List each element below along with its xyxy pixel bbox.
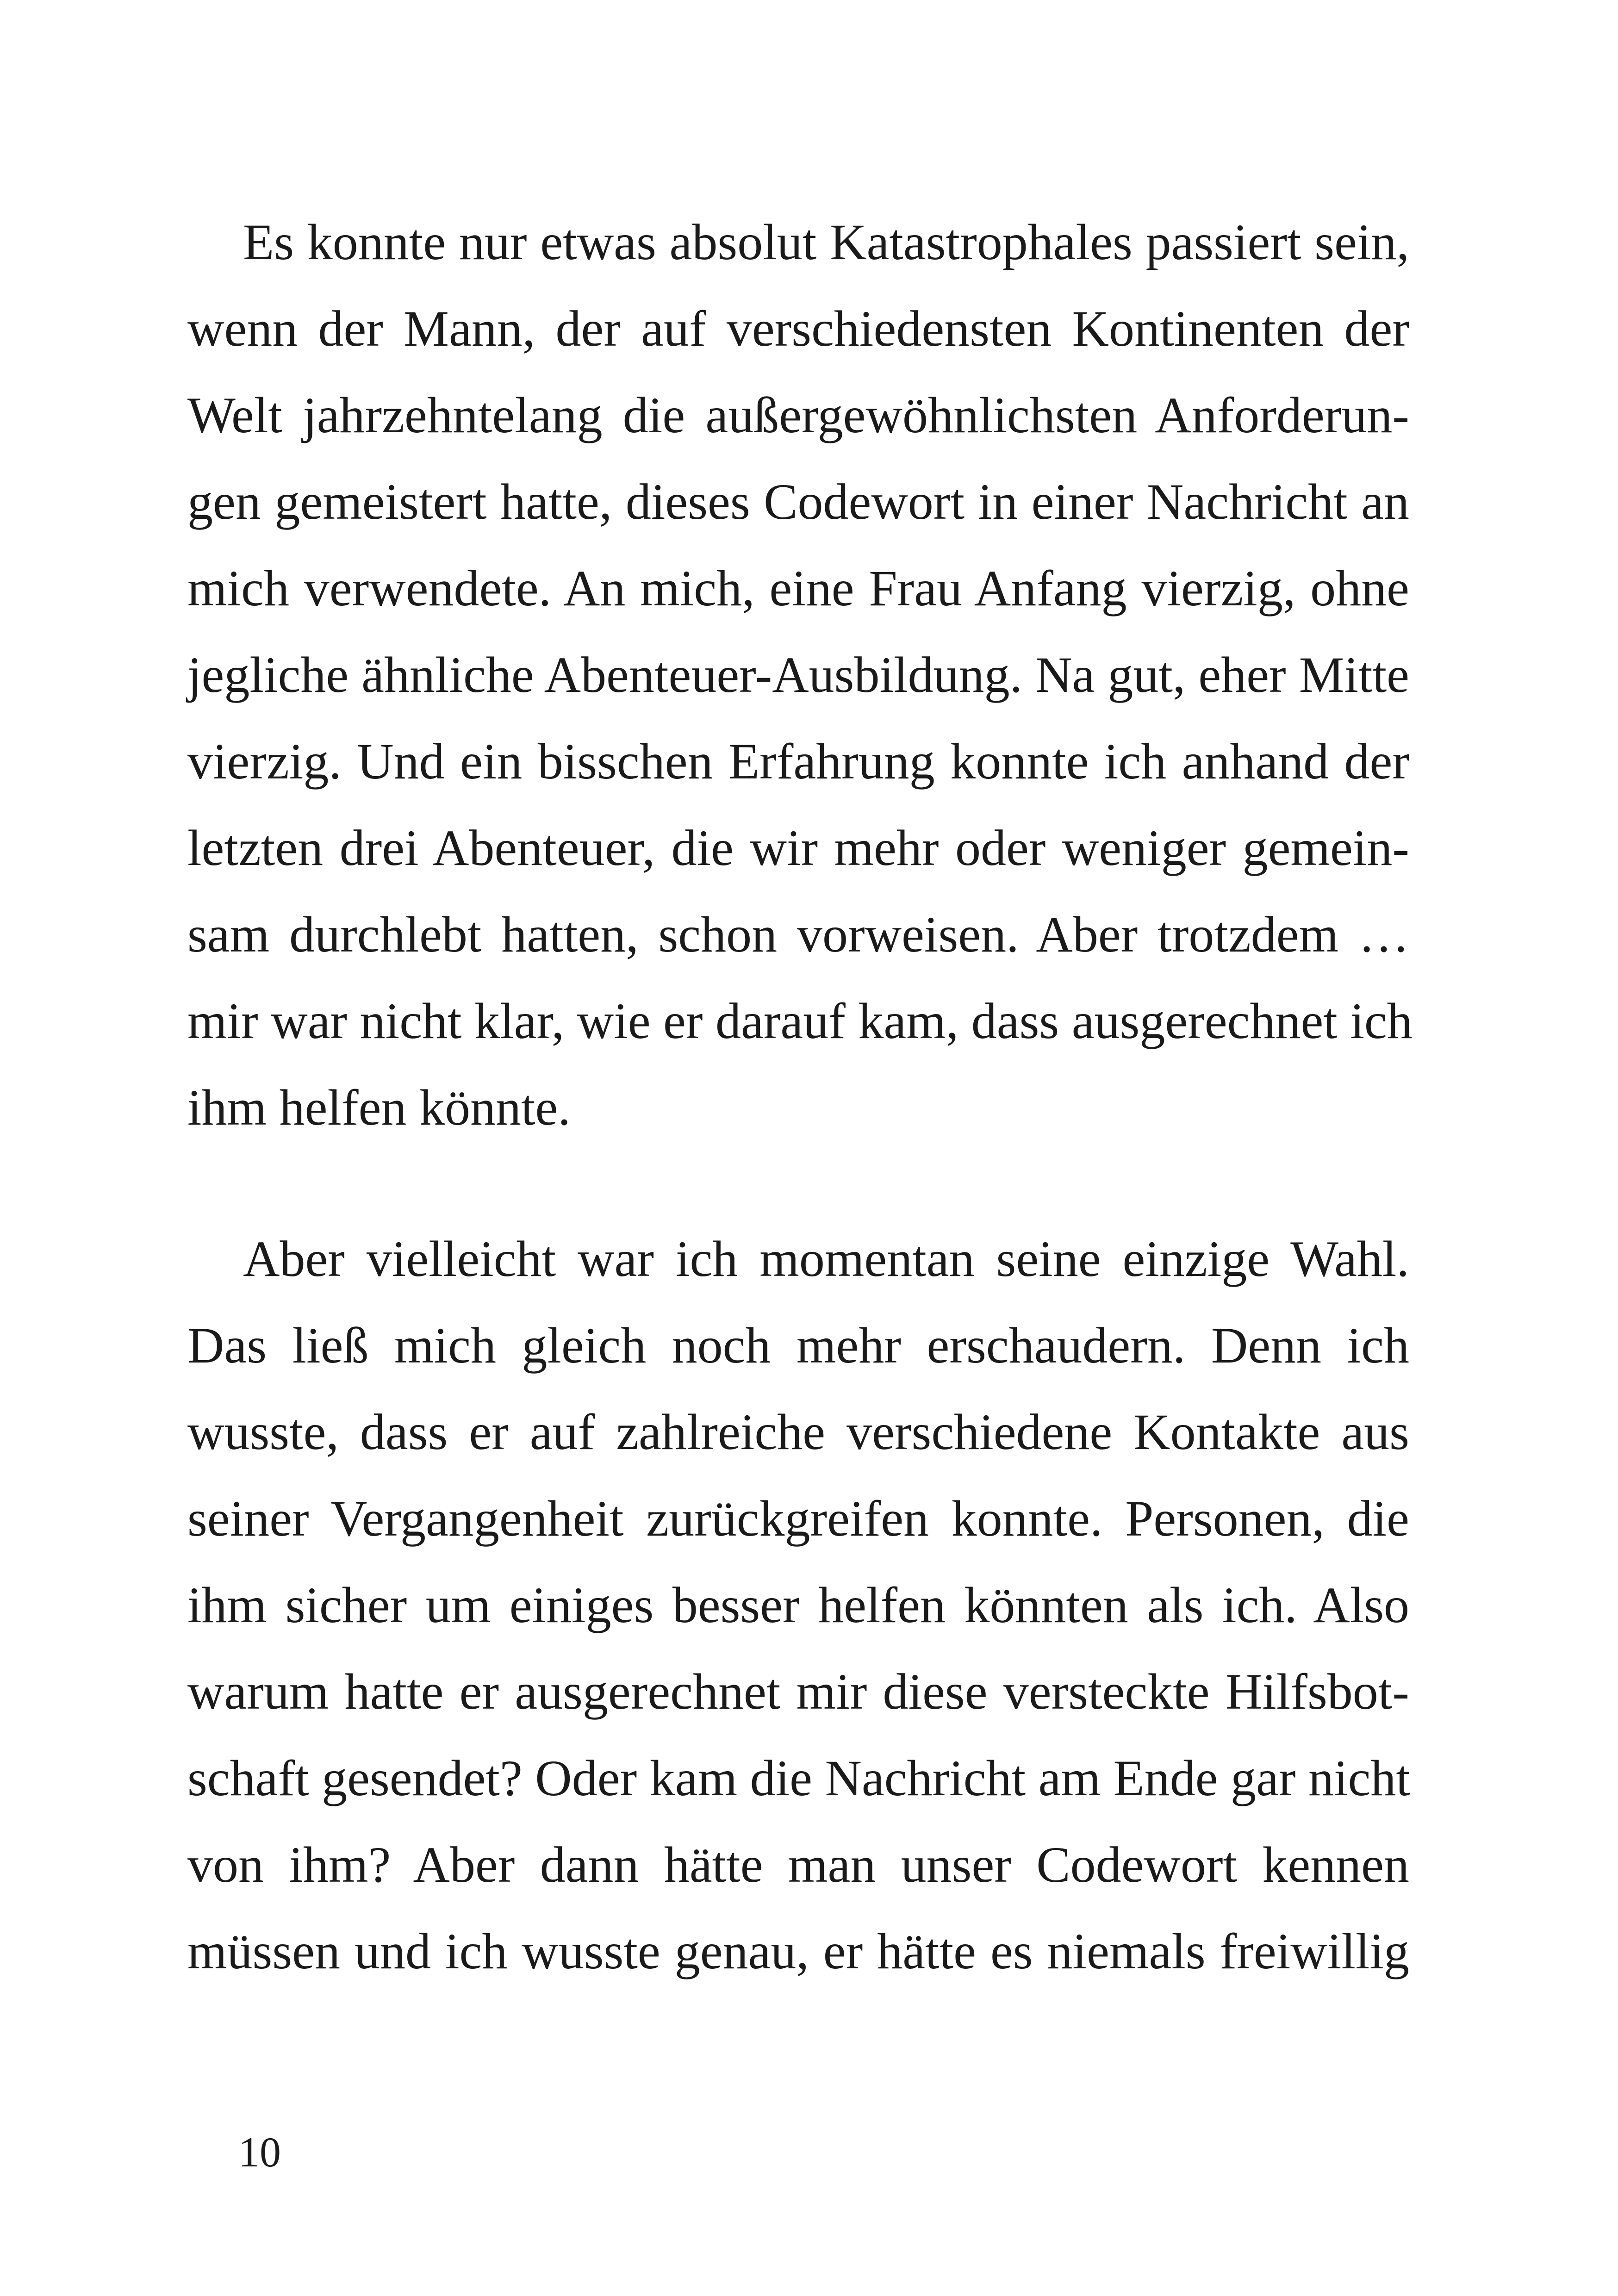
text-line: Das ließ mich gleich noch mehr erschaudern. Denn ich [187, 1317, 1409, 1374]
text-line: mich verwendete. An mich, eine Frau Anfang vierzig, ohne [187, 560, 1409, 616]
text-line: schaft gesendet? Oder kam die Nachricht am Ende gar nicht [187, 1750, 1410, 1806]
paragraph-2 [187, 1216, 1409, 1995]
text-line: ihm sicher um einiges besser helfen könnten als ich. Also [187, 1577, 1409, 1633]
paragraph-1 [187, 199, 1413, 1151]
text-line: wusste, dass er auf zahlreiche verschiedene Kontakte aus [187, 1404, 1409, 1460]
text-line: mir war nicht klar, wie er darauf kam, dass ausgerechnet ich [187, 993, 1413, 1049]
text-line: sam durchlebt hatten, schon vorweisen. Aber trotzdem … [187, 906, 1409, 963]
text-line: ihm helfen könnte. [187, 1079, 571, 1136]
text-line: müssen und ich wusste genau, er hätte es niemals freiwillig [187, 1923, 1409, 1979]
text-line: gen gemeistert hatte, dieses Codewort in einer Nachricht an [187, 473, 1409, 530]
text-line: von ihm? Aber dann hätte man unser Codewort kennen [187, 1836, 1409, 1893]
paragraph-spacer [187, 1151, 1409, 1216]
text-line: Es konnte nur etwas absolut Katastrophales passiert sein, [243, 214, 1409, 270]
body-text [187, 199, 1413, 1995]
text-line: letzten drei Abenteuer, die wir mehr oder weniger gemein- [187, 820, 1409, 876]
text-line: Aber vielleicht war ich momentan seine einzige Wahl. [243, 1231, 1409, 1287]
text-line: seiner Vergangenheit zurückgreifen konnte. Personen, die [187, 1490, 1409, 1547]
text-line: Welt jahrzehntelang die außergewöhnlichsten Anforderun- [187, 387, 1409, 443]
text-line: wenn der Mann, der auf verschiedensten Kontinenten der [187, 300, 1409, 357]
text-line: vierzig. Und ein bisschen Erfahrung konnte ich anhand der [187, 733, 1409, 790]
text-line: jegliche ähnliche Abenteuer-Ausbildung. Na gut, eher Mitte [187, 647, 1409, 703]
page-number: 10 [238, 2128, 281, 2176]
text-line: warum hatte er ausgerechnet mir diese versteckte Hilfsbot- [187, 1663, 1409, 1720]
